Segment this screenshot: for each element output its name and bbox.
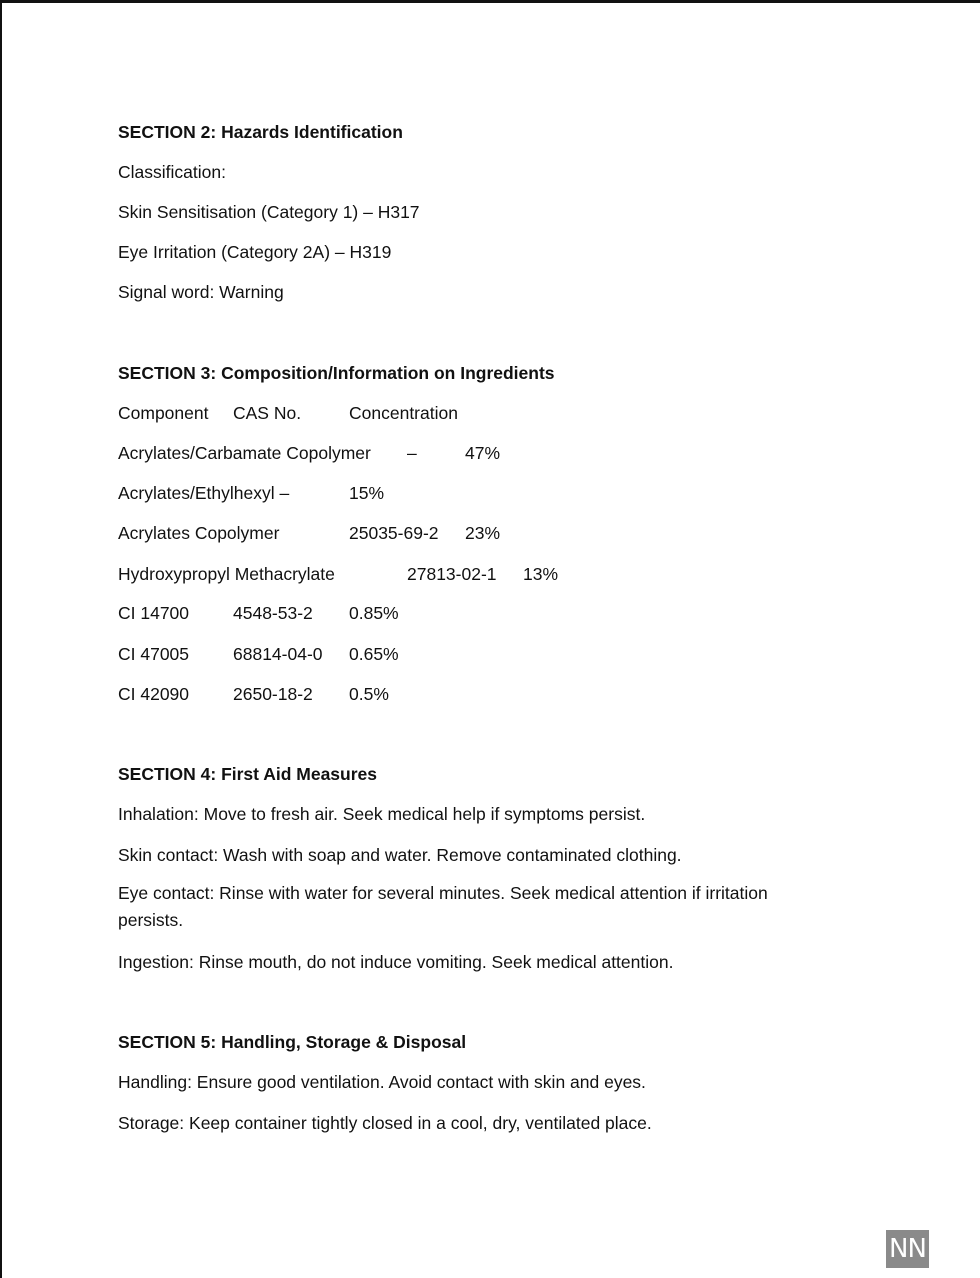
component-name: Hydroxypropyl Methacrylate (118, 564, 335, 584)
concentration-value: 47% (465, 443, 501, 463)
concentration-value: 0.5% (349, 684, 389, 704)
page-top-border (0, 0, 980, 3)
cas-number: 2650-18-2 (233, 684, 313, 704)
page-left-border (0, 0, 2, 1278)
composition-row (118, 602, 718, 624)
concentration-value: 15% (349, 483, 385, 503)
component-name: Acrylates Copolymer (118, 523, 280, 543)
section-5-heading: SECTION 5: Handling, Storage & Disposal (118, 1032, 467, 1052)
hazard-item: Skin Sensitisation (Category 1) – H317 (118, 202, 420, 222)
component-name: Acrylates/Ethylhexyl – (118, 483, 290, 503)
composition-row (118, 522, 718, 544)
concentration-value: 0.65% (349, 644, 399, 664)
cas-number: 25035-69-2 (349, 523, 439, 543)
composition-row (118, 683, 718, 705)
composition-row (118, 563, 718, 585)
concentration-value: 0.85% (349, 603, 399, 623)
composition-row (118, 442, 718, 464)
column-header-component: Component (118, 403, 209, 423)
component-name: CI 14700 (118, 603, 190, 623)
column-header-concentration: Concentration (349, 403, 458, 423)
composition-row (118, 643, 718, 665)
section-3-heading: SECTION 3: Composition/Information on Ingredients (118, 363, 555, 383)
composition-row (118, 482, 718, 504)
component-name: CI 47005 (118, 644, 190, 664)
watermark-logo: NN (886, 1230, 929, 1268)
concentration-value: 13% (523, 564, 559, 584)
cas-number: – (407, 443, 417, 463)
section-2-heading: SECTION 2: Hazards Identification (118, 122, 403, 142)
storage-text: Storage: Keep container tightly closed in a cool, dry, ventilated place. (118, 1113, 652, 1133)
signal-word: Signal word: Warning (118, 282, 284, 302)
column-header-cas: CAS No. (233, 403, 302, 423)
cas-number: 4548-53-2 (233, 603, 313, 623)
first-aid-eye-contact: Eye contact: Rinse with water for several minutes. Seek medical attention if irritation persists. (118, 883, 768, 930)
classification-label: Classification: (118, 162, 226, 182)
first-aid-skin-contact: Skin contact: Wash with soap and water. Remove contaminated clothing. (118, 845, 682, 865)
component-name: CI 42090 (118, 684, 190, 704)
component-name: Acrylates/Carbamate Copolymer (118, 443, 371, 463)
cas-number: 27813-02-1 (407, 564, 497, 584)
handling-text: Handling: Ensure good ventilation. Avoid contact with skin and eyes. (118, 1072, 646, 1092)
concentration-value: 23% (465, 523, 501, 543)
hazard-item: Eye Irritation (Category 2A) – H319 (118, 242, 392, 262)
cas-number: 68814-04-0 (233, 644, 323, 664)
first-aid-inhalation: Inhalation: Move to fresh air. Seek medical help if symptoms persist. (118, 804, 646, 824)
composition-header-row (118, 402, 718, 424)
first-aid-ingestion: Ingestion: Rinse mouth, do not induce vomiting. Seek medical attention. (118, 952, 674, 972)
section-4-heading: SECTION 4: First Aid Measures (118, 764, 377, 784)
